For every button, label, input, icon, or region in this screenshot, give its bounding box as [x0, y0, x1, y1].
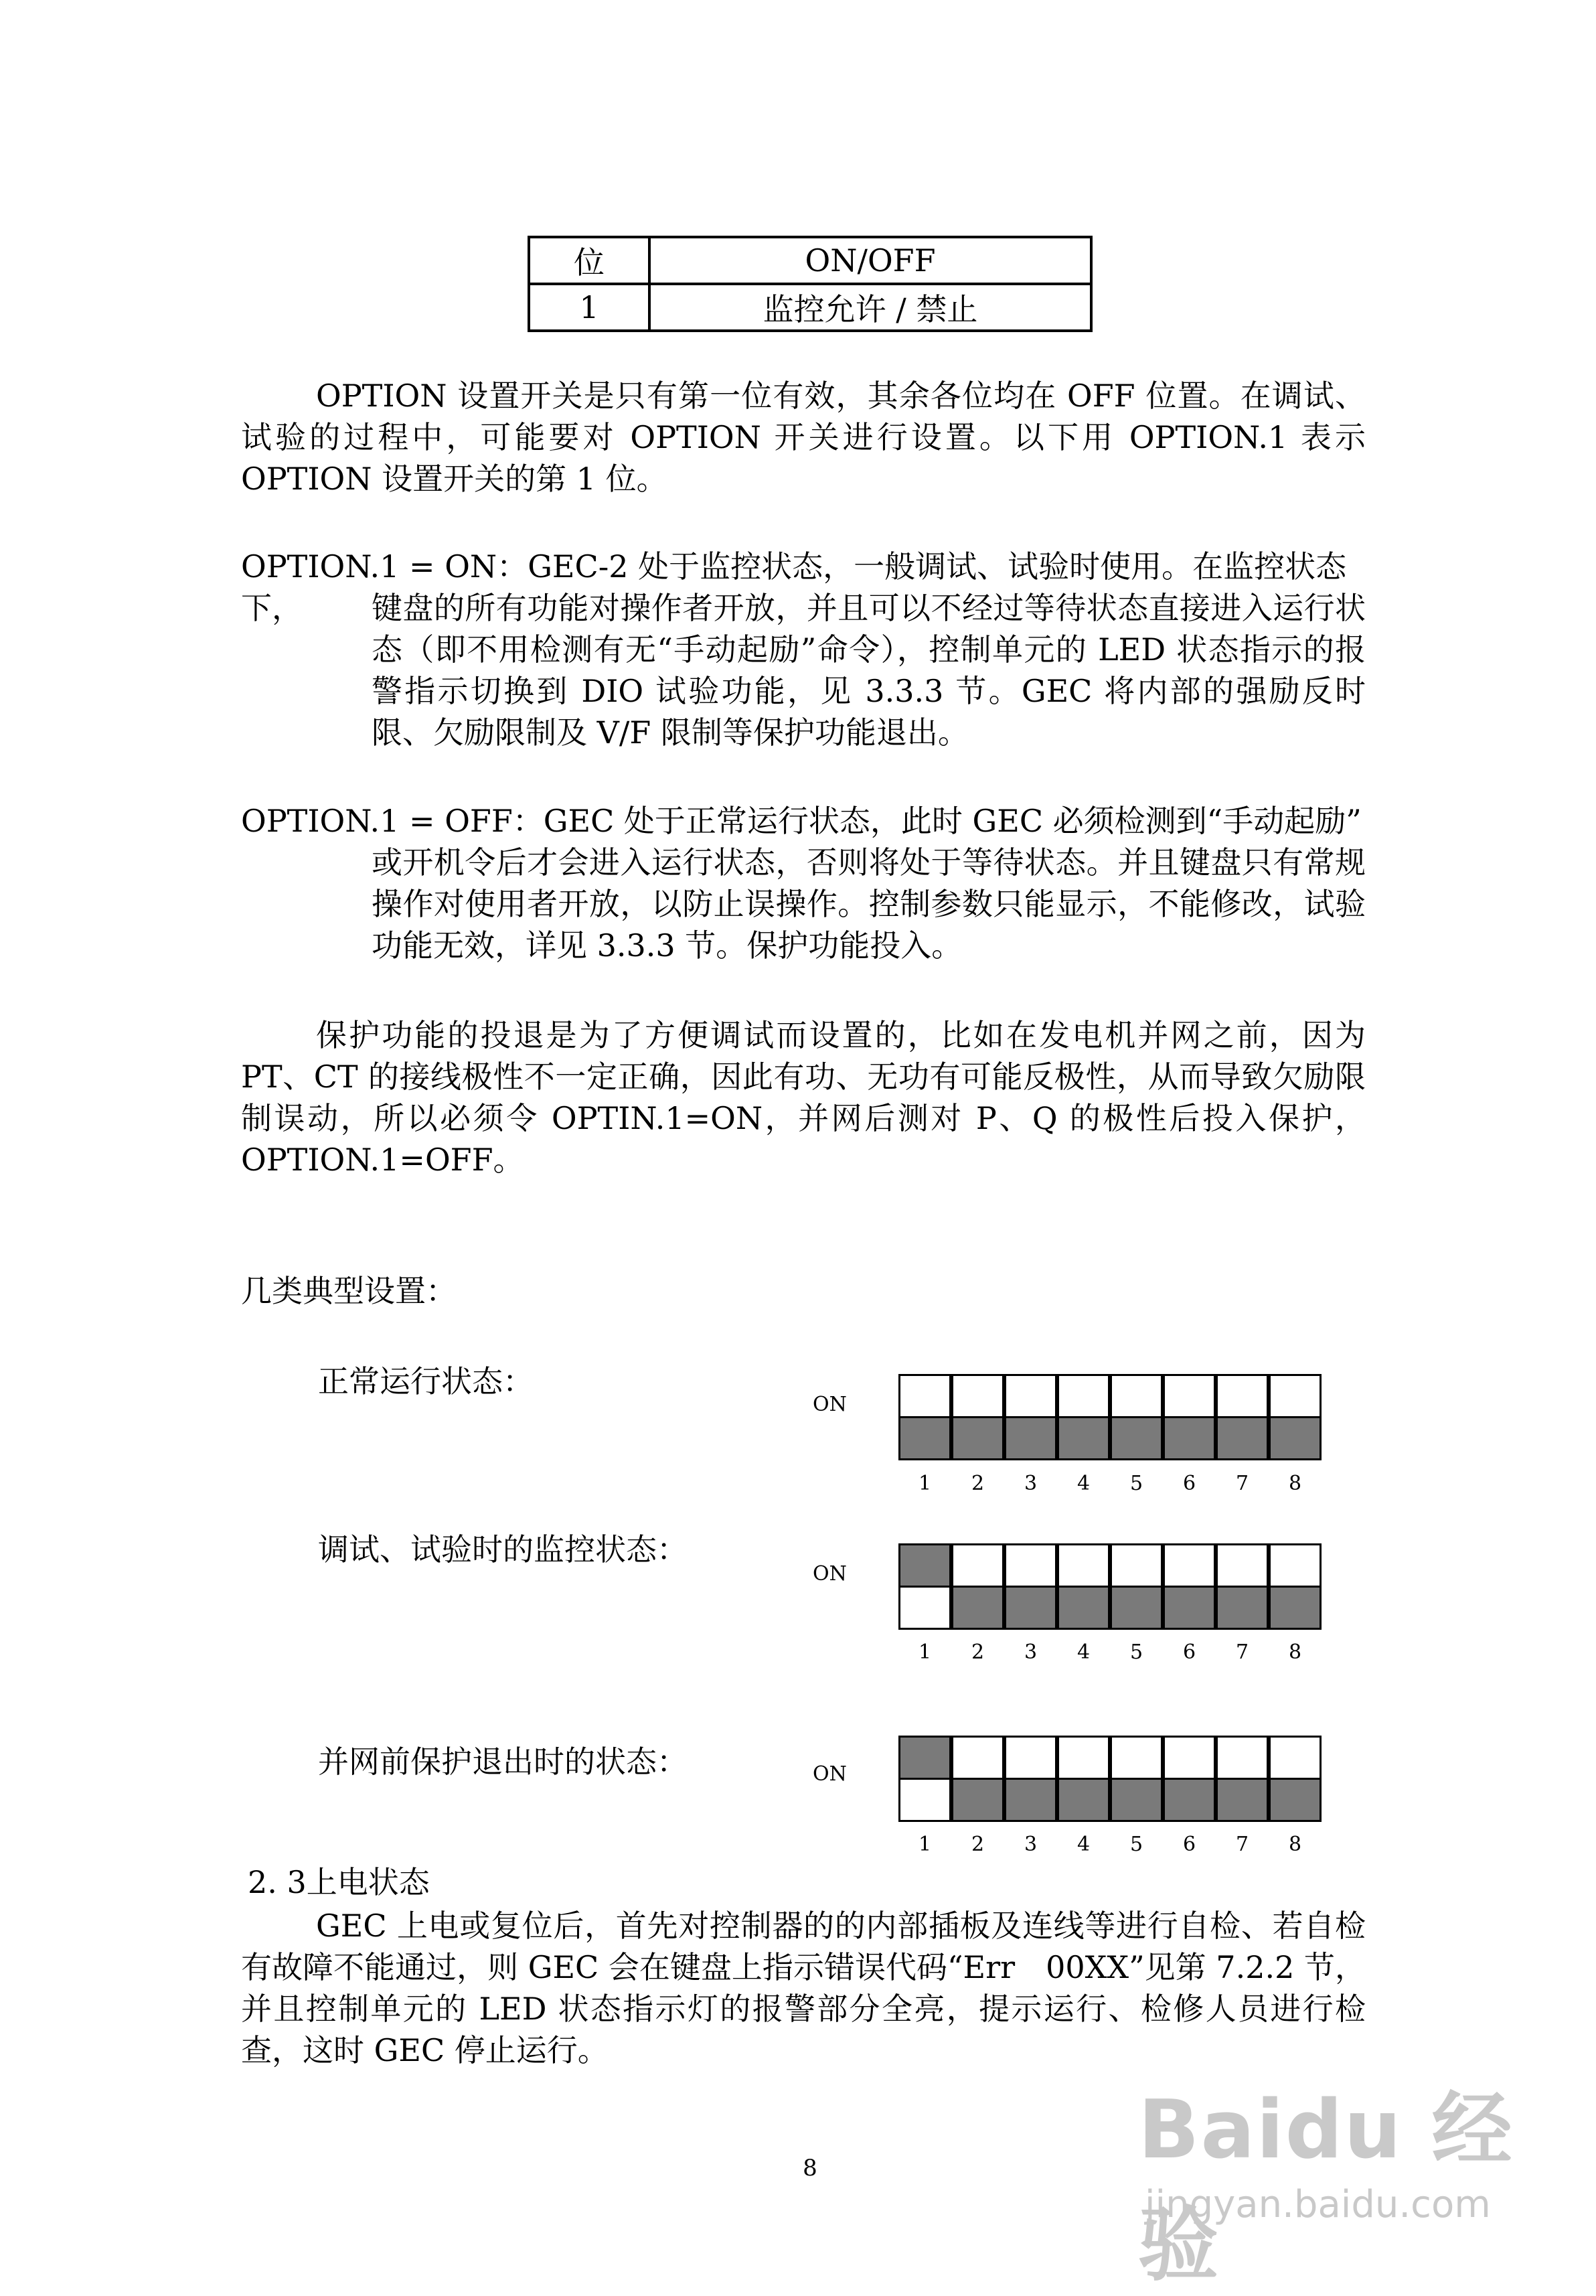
- switch-5-lower: [1110, 1586, 1163, 1630]
- switch-number: 6: [1182, 1833, 1196, 1856]
- option-off-first-line: [241, 800, 1379, 842]
- switch-4-lower: [1057, 1778, 1110, 1822]
- switch-number: 7: [1235, 1640, 1249, 1664]
- switch-number: 7: [1235, 1472, 1249, 1495]
- switch-7-lower: [1216, 1586, 1269, 1630]
- switch-number: 5: [1129, 1833, 1143, 1856]
- option-on-first-text: GEC-2 处于监控状态，一般调试、试验时使用。在监控状态下，: [241, 548, 1347, 626]
- switch-4-lower: [1057, 1416, 1110, 1460]
- option-bit-table: [528, 236, 1093, 332]
- switch-number: 5: [1129, 1472, 1143, 1495]
- switch-1-upper: [898, 1374, 951, 1418]
- option-off-description: 或开机令后才会进入运行状态，否则将处于等待状态。并且键盘只有常规操作对使用者开放，以防止误操作。控制参数只能显示，不能修改，试验功能无效，详见 3.3.3 节。保护功能投入。: [372, 844, 1366, 964]
- switch-number: 4: [1076, 1472, 1091, 1495]
- switch-4-lower: [1057, 1586, 1110, 1630]
- switch-numbers-normal: [898, 1472, 1320, 1499]
- switch-number: 1: [918, 1640, 932, 1664]
- switch-8-upper: [1269, 1736, 1322, 1780]
- page-number: 8: [803, 2155, 817, 2182]
- switch-3-upper: [1004, 1736, 1057, 1780]
- switch-2-lower: [951, 1416, 1004, 1460]
- switch-3-lower: [1004, 1416, 1057, 1460]
- switch-4-upper: [1057, 1374, 1110, 1418]
- switch-4-upper: [1057, 1543, 1110, 1588]
- option-on-description: 键盘的所有功能对操作者开放，并且可以不经过等待状态直接进入运行状态（即不用检测有无“手动起励”命令），控制单元的 LED 状态指示的报警指示切换到 DIO 试验功能，见 3.3.3 节。GEC 将内部的强励反时限、欠励限制及 V/F 限制等保护功能退出。: [372, 590, 1366, 751]
- option-off-first-text: GEC 处于正常运行状态，此时 GEC 必须检测到“手动起励”: [543, 803, 1362, 839]
- switch-5-lower: [1110, 1416, 1163, 1460]
- watermark-brand: Baidu 经验: [1138, 2084, 1514, 2292]
- switch-8-lower: [1269, 1778, 1322, 1822]
- table-header-row: [529, 237, 1091, 284]
- on-label: ON: [813, 1393, 847, 1416]
- table-header-onoff: ON/OFF: [649, 237, 1091, 284]
- switch-6-upper: [1163, 1543, 1216, 1588]
- switch-2-upper: [951, 1736, 1004, 1780]
- switch-3-upper: [1004, 1543, 1057, 1588]
- switch-number: 2: [971, 1833, 985, 1856]
- table-cell-desc: 监控允许 / 禁止: [649, 284, 1091, 331]
- typical-settings-title: 几类典型设置：: [241, 1273, 457, 1309]
- on-label: ON: [813, 1762, 847, 1786]
- switch-6-upper: [1163, 1374, 1216, 1418]
- switch-4-upper: [1057, 1736, 1110, 1780]
- switch-number: 3: [1024, 1472, 1038, 1495]
- switch-number: 2: [971, 1472, 985, 1495]
- switch-1-upper: [898, 1736, 951, 1780]
- switch-5-upper: [1110, 1543, 1163, 1588]
- dip-switch-monitor: [813, 1543, 1320, 1632]
- switch-5-lower: [1110, 1778, 1163, 1822]
- switch-number: 1: [918, 1833, 932, 1856]
- table-header-bit: 位: [529, 237, 649, 284]
- switch-6-upper: [1163, 1736, 1216, 1780]
- dip-switch-grid: [813, 1736, 1320, 1825]
- option-intro-paragraph: OPTION 设置开关是只有第一位有效，其余各位均在 OFF 位置。在调试、试验的过程中，可能要对 OPTION 开关进行设置。以下用 OPTION.1 表示 OPTION 设置开关的第 1 位。: [241, 378, 1366, 497]
- protection-paragraph: 保护功能的投退是为了方便调试而设置的，比如在发电机并网之前，因为 PT、CT 的接线极性不一定正确，因此有功、无功有可能反极性，从而导致欠励限制误动，所以必须令 OPTIN.1=ON，并网后测对 P、Q 的极性后投入保护，OPTION.1=OFF。: [241, 1017, 1366, 1178]
- switch-number: 3: [1024, 1833, 1038, 1856]
- switch-7-upper: [1216, 1543, 1269, 1588]
- switch-3-upper: [1004, 1374, 1057, 1418]
- on-label: ON: [813, 1562, 847, 1586]
- dip-switch-normal: [813, 1374, 1320, 1463]
- switch-number: 8: [1288, 1640, 1302, 1664]
- watermark-url: jingyan.baidu.com: [1145, 2183, 1491, 2226]
- switch-8-lower: [1269, 1416, 1322, 1460]
- switch-7-upper: [1216, 1374, 1269, 1418]
- baidu-watermark: [1138, 2066, 1567, 2292]
- switch-6-lower: [1163, 1586, 1216, 1630]
- switch-8-upper: [1269, 1374, 1322, 1418]
- table-cell-bit: 1: [529, 284, 649, 331]
- switch-numbers-grid: [898, 1833, 1320, 1859]
- switch-1-lower: [898, 1416, 951, 1460]
- switch-3-lower: [1004, 1778, 1057, 1822]
- switch-7-lower: [1216, 1778, 1269, 1822]
- switch-8-lower: [1269, 1586, 1322, 1630]
- switch-6-lower: [1163, 1416, 1216, 1460]
- switch-number: 6: [1182, 1640, 1196, 1664]
- switch-number: 8: [1288, 1472, 1302, 1495]
- switch-number: 1: [918, 1472, 932, 1495]
- switch-number: 5: [1129, 1640, 1143, 1664]
- switch-8-upper: [1269, 1543, 1322, 1588]
- switch-label-normal: 正常运行状态：: [318, 1363, 534, 1399]
- switch-7-upper: [1216, 1736, 1269, 1780]
- switch-number: 7: [1235, 1833, 1249, 1856]
- switch-label-grid: 并网前保护退出时的状态：: [318, 1744, 688, 1780]
- switch-number: 2: [971, 1640, 985, 1664]
- switch-number: 3: [1024, 1640, 1038, 1664]
- switch-2-lower: [951, 1586, 1004, 1630]
- switch-2-lower: [951, 1778, 1004, 1822]
- switch-number: 6: [1182, 1472, 1196, 1495]
- switch-1-lower: [898, 1778, 951, 1822]
- switch-label-monitor: 调试、试验时的监控状态：: [318, 1531, 688, 1567]
- switch-number: 4: [1076, 1640, 1091, 1664]
- switch-6-lower: [1163, 1778, 1216, 1822]
- switch-numbers-monitor: [898, 1640, 1320, 1667]
- switch-2-upper: [951, 1543, 1004, 1588]
- power-on-paragraph: GEC 上电或复位后，首先对控制器的的内部插板及连线等进行自检、若自检有故障不能通过，则 GEC 会在键盘上指示错误代码“Err 00XX”见第 7.2.2 节，并且控制单元的 LED 状态指示灯的报警部分全亮，提示运行、检修人员进行检查，这时 GEC 停止运行。: [241, 1908, 1366, 2068]
- switch-2-upper: [951, 1374, 1004, 1418]
- switch-5-upper: [1110, 1374, 1163, 1418]
- switch-3-lower: [1004, 1586, 1057, 1630]
- option-on-label: OPTION.1 = ON：: [241, 548, 528, 585]
- switch-7-lower: [1216, 1416, 1269, 1460]
- switch-1-lower: [898, 1586, 951, 1630]
- option-off-label: OPTION.1 = OFF：: [241, 803, 544, 839]
- table-row: [529, 284, 1091, 331]
- switch-1-upper: [898, 1543, 951, 1588]
- switch-number: 8: [1288, 1833, 1302, 1856]
- switch-5-upper: [1110, 1736, 1163, 1780]
- switch-number: 4: [1076, 1833, 1091, 1856]
- section-heading: 2. 3上电状态: [248, 1864, 430, 1900]
